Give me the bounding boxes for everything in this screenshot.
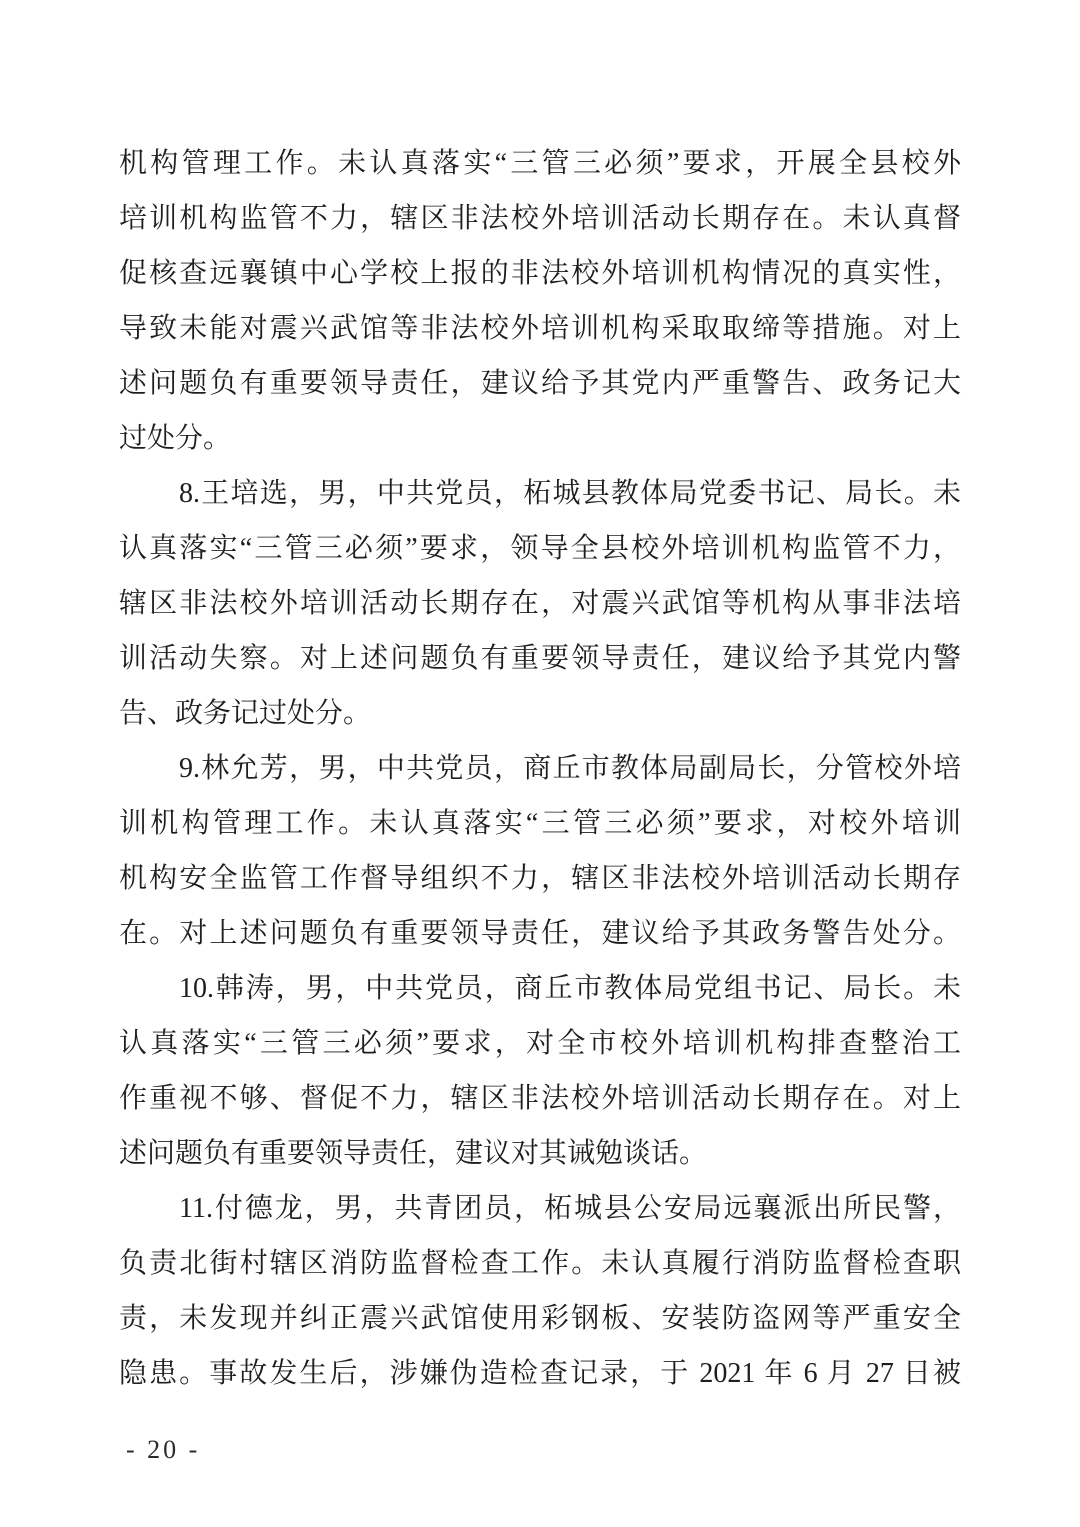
text-line: 认真落实“三管三必须”要求，对全市校外培训机构排查整治工 — [119, 1028, 961, 1059]
text-line: 机构安全监管工作督导组织不力，辖区非法校外培训活动长期存 — [119, 863, 961, 894]
text-line: 导致未能对震兴武馆等非法校外培训机构采取取缔等措施。对上 — [119, 313, 961, 344]
text-line: 认真落实“三管三必须”要求，领导全县校外培训机构监管不力， — [119, 533, 961, 564]
text-line: 作重视不够、督促不力，辖区非法校外培训活动长期存在。对上 — [119, 1083, 961, 1114]
text-line: 告、政务记过处分。 — [119, 698, 372, 729]
text-line: 过处分。 — [119, 423, 232, 454]
text-line: 促核查远襄镇中心学校上报的非法校外培训机构情况的真实性， — [119, 258, 961, 289]
text-line: 训活动失察。对上述问题负有重要领导责任，建议给予其党内警 — [119, 643, 961, 674]
text-line: 训机构管理工作。未认真落实“三管三必须”要求，对校外培训 — [119, 808, 961, 839]
text-line: 隐患。事故发生后，涉嫌伪造检查记录，于 2021 年 6 月 27 日被 — [119, 1358, 961, 1389]
text-line: 负责北街村辖区消防监督检查工作。未认真履行消防监督检查职 — [119, 1248, 961, 1279]
text-line: 10.韩涛，男，中共党员，商丘市教体局党组书记、局长。未 — [179, 973, 961, 1004]
text-line: 述问题负有重要领导责任，建议对其诫勉谈话。 — [119, 1138, 708, 1169]
text-line: 培训机构监管不力，辖区非法校外培训活动长期存在。未认真督 — [119, 203, 961, 234]
text-line: 8.王培选，男，中共党员，柘城县教体局党委书记、局长。未 — [179, 478, 961, 509]
text-line: 在。对上述问题负有重要领导责任，建议给予其政务警告处分。 — [119, 918, 961, 949]
text-line: 9.林允芳，男，中共党员，商丘市教体局副局长，分管校外培 — [179, 753, 961, 784]
text-line: 辖区非法校外培训活动长期存在，对震兴武馆等机构从事非法培 — [119, 588, 961, 619]
text-line: 机构管理工作。未认真落实“三管三必须”要求，开展全县校外 — [119, 148, 961, 179]
document-body — [119, 136, 961, 1401]
text-line: 述问题负有重要领导责任，建议给予其党内严重警告、政务记大 — [119, 368, 961, 399]
text-line: 11.付德龙，男，共青团员，柘城县公安局远襄派出所民警， — [179, 1193, 961, 1224]
text-line: 责，未发现并纠正震兴武馆使用彩钢板、安装防盗网等严重安全 — [119, 1303, 961, 1334]
page-number: - 20 - — [126, 1435, 201, 1464]
